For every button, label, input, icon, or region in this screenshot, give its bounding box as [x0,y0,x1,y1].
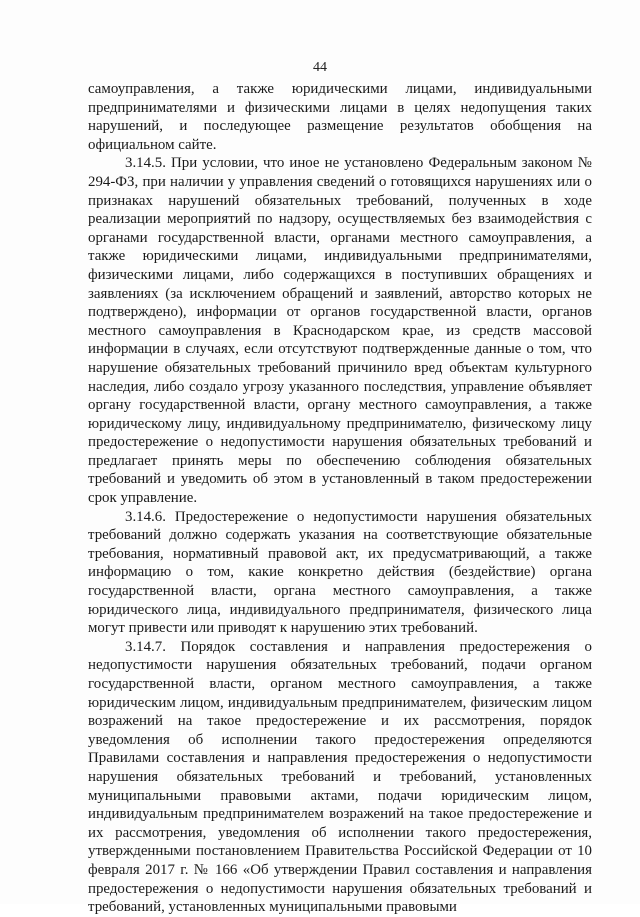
document-body [88,80,592,917]
page-number: 44 [313,60,327,75]
paragraph-3-14-7: 3.14.7. Порядок составления и направления предостережения о недопустимости нарушения обязательных требований, подачи органом государственной власти, органом местного самоуправления, а также юридическим лицом, индивидуальным предпринимателем, физическим лицом возражений на такое предостережение и их рассмотрения, порядок уведомления об исполнении такого предостережения определяются Правилами составления и направления предостережения о недопустимости нарушения обязательных требований и требований, установленных муниципальными правовыми актами, подачи юридическим лицом, индивидуальным предпринимателем возражений на такое предостережение и их рассмотрения, уведомления об исполнении такого предостережения, утвержденными постановлением Правительства Российской Федерации от 10 февраля 2017 г. № 166 «Об утверждении Правил составления и направления предостережения о недопустимости нарушения обязательных требований и требований, установленных муниципальными правовыми [88,638,592,916]
paragraph-continuation: самоуправления, а также юридическими лицами, индивидуальными предпринимателями и физическими лицами в целях недопущения таких нарушений, и последующее размещение результатов обобщения на официальном сайте. [88,81,592,153]
paragraph-3-14-6: 3.14.6. Предостережение о недопустимости нарушения обязательных требований должно содержать указания на соответствующие обязательные требования, нормативный правовой акт, их предусматривающий, а также информацию о том, какие конкретно действия (бездействие) органа государственной власти, органа местного самоуправления, а также юридического лица, индивидуального предпринимателя, физического лица могут привести или приводят к нарушению этих требований. [88,508,592,637]
paragraph-3-14-5: 3.14.5. При условии, что иное не установлено Федеральным законом № 294-ФЗ, при наличии у управления сведений о готовящихся нарушениях или о признаках нарушений обязательных требований, полученных в ходе реализации мероприятий по надзору, осуществляемых без взаимодействия с органами государственной власти, органами местного самоуправления, а также юридическими лицами, индивидуальными предпринимателями, физическими лицами, либо содержащихся в поступивших обращениях и заявлениях (за исключением обращений и заявлений, авторство которых не подтверждено), информации от органов государственной власти, органов местного самоуправления в Краснодарском крае, из средств массовой информации в случаях, если отсутствуют подтвержденные данные о том, что нарушение обязательных требований причинило вред объектам культурного наследия, либо создало угрозу указанного последствия, управление объявляет органу государственной власти, органу местного самоуправления, а также юридическому лицу, индивидуальному предпринимателю, физическому лицу предостережение о недопустимости нарушения обязательных требований и предлагает принять меры по обеспечению соблюдения обязательных требований и уведомить об этом в установленный в таком предостережении срок управление. [88,155,592,507]
